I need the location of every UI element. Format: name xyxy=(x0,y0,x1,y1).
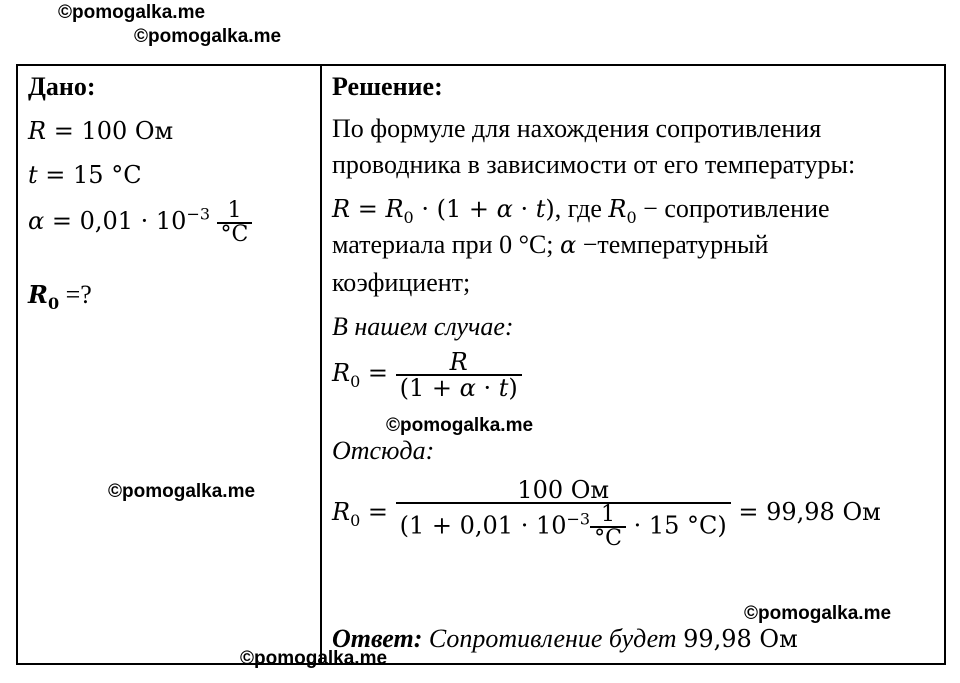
answer-line: Ответ: Сопротивление будет 99,98 Ом xyxy=(332,624,798,653)
solution-material-line: материала при 0 °C; α −температурный xyxy=(332,230,769,259)
given-header: Дано: xyxy=(28,72,96,101)
watermark: ©pomogalka.me xyxy=(58,2,206,23)
solution-intro-line2: проводника в зависимости от его температуры: xyxy=(332,150,856,179)
watermark: ©pomogalka.me xyxy=(108,481,256,502)
solution-formula: $R = R_0 \cdot (1 + \alpha \cdot t)$, где $R_0$ − сопротивление xyxy=(332,194,830,228)
equation-numeric-fraction: 100 Ом ($1 + 0,01 \cdot 10^{-3}$ $\frac{1}{^\circ C}$ · 15 °C) xyxy=(396,478,731,550)
solution-header: Решение: xyxy=(332,72,443,101)
given-resistance: R = 100 Ом xyxy=(28,117,174,145)
solution-intro-line1: По формуле для нахождения сопротивления xyxy=(332,114,822,143)
watermark: ©pomogalka.me xyxy=(744,603,892,624)
equation-r0-general: $R_0$ = $\frac{R}{(1 + \alpha \cdot t)}$ xyxy=(332,350,522,400)
alpha-unit-fraction: $\frac{1}{^\circ C}$ xyxy=(217,200,253,246)
case-label: В нашем случае: xyxy=(332,312,514,341)
watermark: ©pomogalka.me xyxy=(240,648,388,669)
given-find: $R_0$ =? xyxy=(28,280,92,314)
given-temperature: t = 15 °C xyxy=(28,161,142,189)
equation-r0-numeric: $R_0$ = 100 Ом ($1 + 0,01 \cdot 10^{-3}$ $\frac{1}{^\circ C}$ · 15 °C) = 99,98 Ом xyxy=(332,476,881,551)
watermark: ©pomogalka.me xyxy=(386,415,534,436)
equation-r0-fraction: $\frac{R}{(1 + \alpha \cdot t)}$ xyxy=(396,350,522,400)
solution-table xyxy=(16,64,946,665)
given-alpha: $\alpha = 0,01 \cdot 10^{-3}$ $\frac{1}{^\circ C}$ xyxy=(28,200,252,246)
watermark: ©pomogalka.me xyxy=(134,26,282,47)
hence-label: Отсюда: xyxy=(332,436,435,465)
solution-coef-line: коэфициент; xyxy=(332,268,471,297)
column-divider xyxy=(320,66,322,663)
